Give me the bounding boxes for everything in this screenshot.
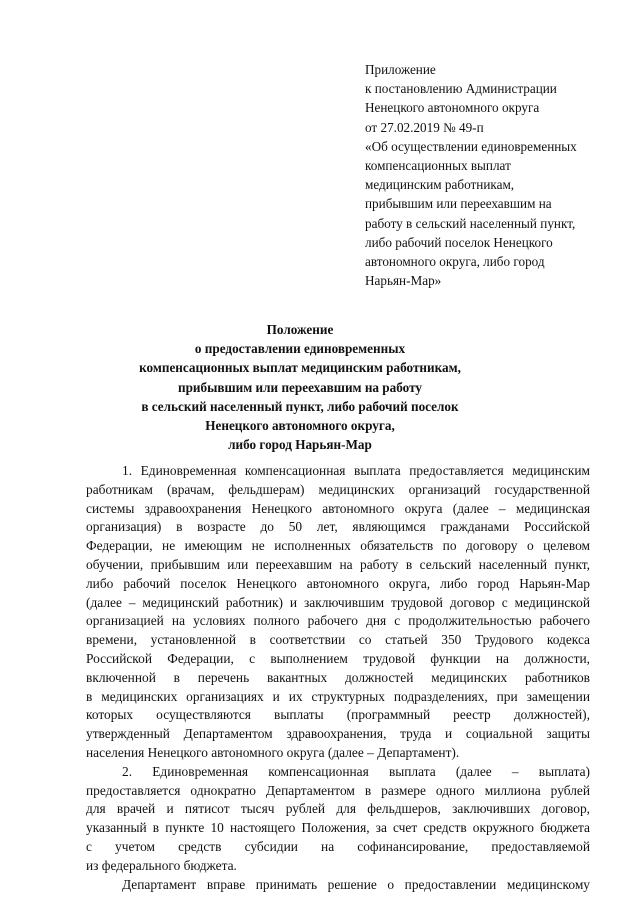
paragraph-2-line: для врачей и пятисот тысяч рублей для фельдшеров, заключивших договор, <box>86 801 590 817</box>
paragraph-1-line: работникам (врачам, фельдшерам) медицинских организаций государственной <box>86 481 590 497</box>
paragraph-1-line: обучении, прибывшим или переехавшим на работу в сельский населенный пункт, <box>86 556 590 572</box>
appendix-line: Нарьян-Мар» <box>365 273 442 289</box>
paragraph-1-line: времени, установленной в соответствии со статьей 350 Трудового кодекса <box>86 632 590 648</box>
paragraph-2-line: 2. Единовременная компенсационная выплата (далее – выплата) <box>122 763 590 779</box>
title-line: компенсационных выплат медицинским работникам, <box>139 360 461 376</box>
appendix-line: медицинским работникам, <box>365 177 515 193</box>
paragraph-1-line: которых осуществляются выплаты (программный реестр должностей), <box>86 707 590 723</box>
appendix-line: «Об осуществлении единовременных <box>365 138 577 154</box>
paragraph-1-line: утвержденный Департаментом здравоохранения, труда и социальной защиты <box>86 726 590 742</box>
paragraph-1-line: (далее – медицинский работник) и заключившим трудовой договор с медицинской <box>86 594 590 610</box>
paragraph-2-line: предоставляется однократно Департаментом в размере одного миллиона рублей <box>86 782 590 798</box>
appendix-line: компенсационных выплат <box>365 158 511 174</box>
paragraph-1-line: населения Ненецкого автономного округа (далее – Департамент). <box>86 744 460 760</box>
appendix-line: Ненецкого автономного округа <box>365 100 540 116</box>
appendix-line: либо рабочий поселок Ненецкого <box>365 234 553 250</box>
title-line: Положение <box>266 322 334 337</box>
title-line: прибывшим или переехавшим на работу <box>178 379 422 395</box>
appendix-line: Приложение <box>365 62 436 77</box>
paragraph-2-line: из федерального бюджета. <box>86 857 237 873</box>
document-body <box>86 462 590 894</box>
paragraph-1-line: организация) в возрасте до 50 лет, являющимся гражданами Российской <box>86 519 590 535</box>
paragraph-1-line: Федерации, не имеющим не исполненных обязательств по договору о целевом <box>86 538 590 554</box>
paragraph-1-line: либо рабочий поселок Ненецкого автономного округа, либо город Нарьян-Мар <box>86 575 590 591</box>
paragraph-1-line: системы здравоохранения Ненецкого автономного округа (далее – медицинская <box>86 500 590 516</box>
title-line: либо город Нарьян-Мар <box>228 437 372 453</box>
title-line: о предоставлении единовременных <box>194 341 406 357</box>
paragraph-2-line: указанный в пункте 10 настоящего Положения, за счет средств окружного бюджета <box>86 820 590 836</box>
appendix-header <box>365 60 605 290</box>
paragraph-1-line: включенной в перечень вакантных должностей медицинских работников <box>86 669 590 685</box>
appendix-line: прибывшим или переехавшим на <box>365 196 552 212</box>
appendix-line: автономного округа, либо город <box>365 254 545 270</box>
paragraph-1-line: организацией на условиях полного рабочего дня с продолжительностью рабочего <box>86 613 590 629</box>
appendix-line: к постановлению Администрации <box>365 81 557 97</box>
paragraph-1-line: Российской Федерации, с выполнением трудовой функции на должности, <box>86 650 590 666</box>
paragraph-2-line: с учетом средств субсидии на софинансирование, предоставляемой <box>86 838 590 854</box>
paragraph-1-line: в медицинских организациях и их структурных подразделениях, при замещении <box>86 688 590 704</box>
paragraph-1-line: 1. Единовременная компенсационная выплата предоставляется медицинским <box>122 463 590 478</box>
document-title <box>90 320 510 454</box>
paragraph-3-line: Департамент вправе принимать решение о предоставлении медицинскому <box>122 876 590 892</box>
title-line: Ненецкого автономного округа, <box>205 418 395 434</box>
title-line: в сельский населенный пункт, либо рабочий поселок <box>141 398 459 414</box>
appendix-line: от 27.02.2019 № 49-п <box>365 119 484 135</box>
appendix-line: работу в сельский населенный пункт, <box>365 215 576 231</box>
